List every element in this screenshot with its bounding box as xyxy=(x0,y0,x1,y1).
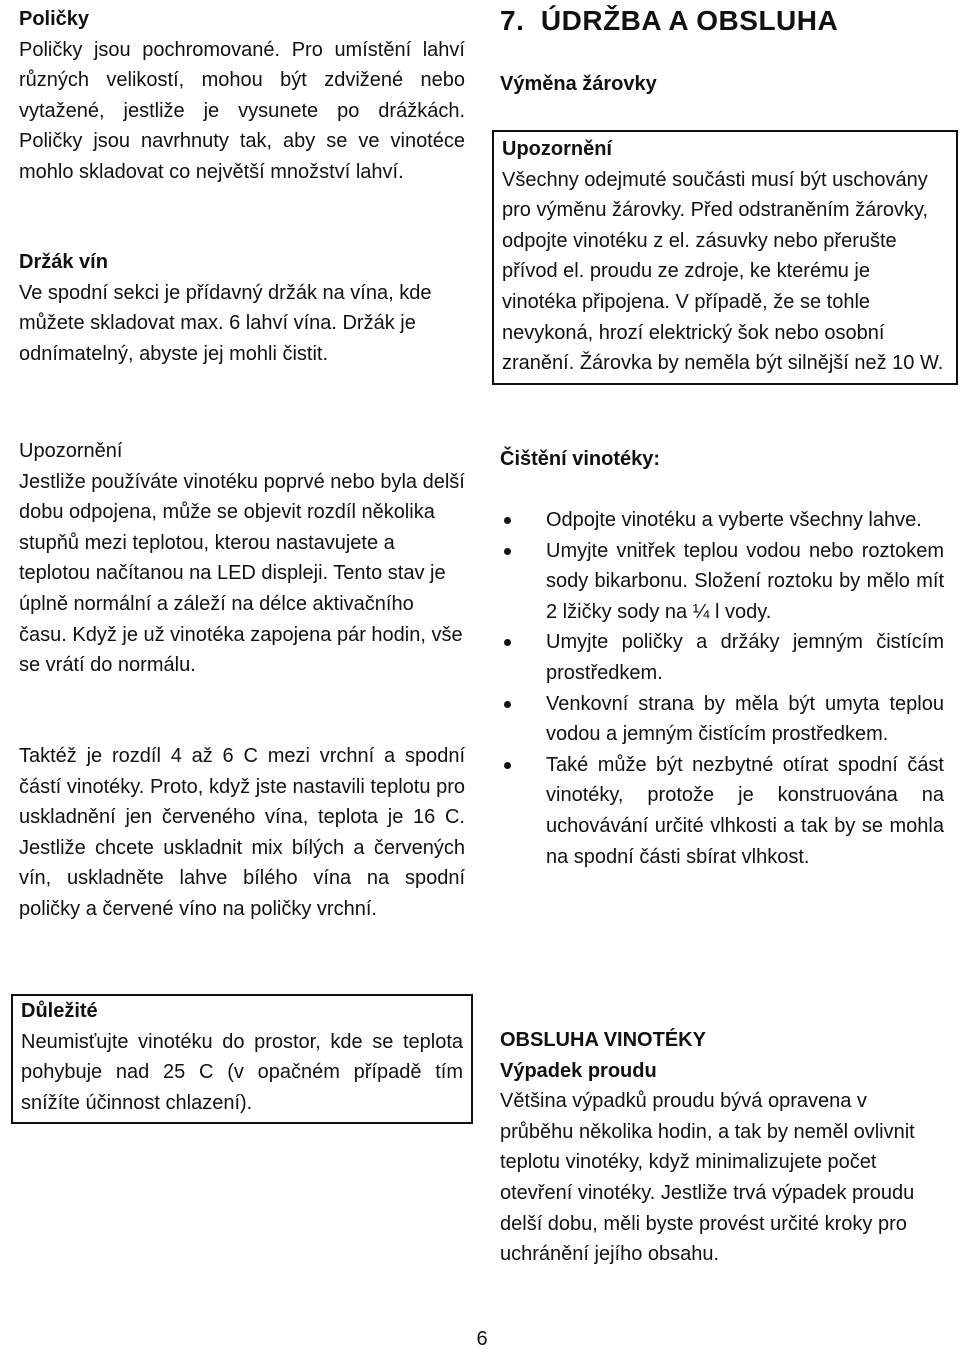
cisteni-item xyxy=(500,689,944,750)
bullet-icon xyxy=(504,517,511,524)
section-drzak xyxy=(19,247,465,369)
cisteni-item xyxy=(500,750,944,872)
policky-text: Poličky jsou pochromované. Pro umístění lahví různých velikostí, mohou být zdvižené nebo vytažené, jestliže je vysunete po drážkách. Poličky jsou navrhnuty tak, aby se ve vinotéce mohlo skladovat co největší množství lahví. xyxy=(19,38,465,183)
upozorneni-box-text: Všechny odejmuté součásti musí být uschovány pro výměnu žárovky. Před odstraněním žárovky, odpojte vinotéku z el. zásuvky nebo přerušte přívod el. proudu ze zdroje, ke kterému je vinotéka připojena. V případě, že se tohle nevykoná, hrozí elektrický šok nebo osobní zranění. Žárovka by neměla být silnější než 10 W. xyxy=(502,168,944,375)
section-upozorneni xyxy=(19,436,465,681)
bullet-icon xyxy=(504,639,511,646)
section-teplotni-rozdil xyxy=(19,741,465,925)
section-policky xyxy=(19,4,465,188)
cisteni-item xyxy=(500,505,944,536)
bullet-icon xyxy=(504,548,511,555)
dulezite-heading: Důležité xyxy=(21,1000,98,1022)
bullet-icon xyxy=(504,701,511,708)
cisteni-item-text: Venkovní strana by měla být umyta teplou vodou a jemným čistícím prostředkem. xyxy=(546,692,944,746)
cisteni-heading: Čištění vinotéky: xyxy=(500,448,661,470)
policky-heading: Poličky xyxy=(19,8,90,30)
teplotni-rozdil-text: Taktéž je rozdíl 4 až 6 C mezi vrchní a spodní částí vinotéky. Proto, když jste nastavili teplotu pro uskladnění jen červeného vína, teplota je 16 C. Jestliže chcete uskladnit mix bílých a červených vín, uskladněte lahve bílého vína na spodní poličky a červené víno na poličky vrchní. xyxy=(19,745,465,920)
upozorneni-box-heading: Upozornění xyxy=(502,138,612,160)
drzak-text: Ve spodní sekci je přídavný držák na vína, kde můžete skladovat max. 6 lahví vína. Držák je odnímatelný, abyste jej mohli čistit. xyxy=(19,281,432,365)
page-number: 6 xyxy=(476,1328,488,1350)
vypadek-text: Většina výpadků proudu bývá opravena v průběhu několika hodin, a tak by neměl ovlivnit teplotu vinotéky, když minimalizujete počet otevření vinotéky. Jestliže trvá výpadek proudu delší dobu, měli byste provést určité kroky pro uchránění jejího obsahu. xyxy=(500,1090,915,1266)
cisteni-item-text: Umyjte vnitřek teplou vodou nebo roztokem sody bikarbonu. Složení roztoku by mělo mít 2 lžičky sody na ¼ l vody. xyxy=(546,539,944,623)
upozorneni-text: Jestliže používáte vinotéku poprvé nebo byla delší dobu odpojena, může se objevit rozdíl několika stupňů mezi teplotou, kterou nastavujete a teplotou načítanou na LED displeji. Tento stav je úplně normální a záleží na délce aktivačního času. Když je už vinotéka zapojena pár hodin, vše se vrátí do normálu. xyxy=(19,470,465,677)
cisteni-item-text: Také může být nezbytné otírat spodní část vinotéky, protože je konstruována na uchovávání určité vlhkosti a tak by se mohla na spodní části sbírat vlhkost. xyxy=(546,753,944,868)
obsluha-heading: OBSLUHA VINOTÉKY xyxy=(500,1029,706,1051)
section-title: 7. ÚDRŽBA A OBSLUHA xyxy=(500,5,839,36)
drzak-heading: Držák vín xyxy=(19,251,108,273)
dulezite-text: Neumisťujte vinotéku do prostor, kde se teplota pohybuje nad 25 C (v opačném případě tím snížíte účinnost chlazení). xyxy=(21,1030,463,1114)
cisteni-item xyxy=(500,536,944,628)
upozorneni-heading: Upozornění xyxy=(19,440,123,462)
cisteni-list xyxy=(500,505,944,872)
cisteni-item xyxy=(500,627,944,688)
vymena-heading: Výměna žárovky xyxy=(500,73,657,95)
cisteni-item-text: Umyjte poličky a držáky jemným čistícím prostředkem. xyxy=(546,631,944,684)
dulezite-box xyxy=(11,994,473,1124)
vypadek-heading: Výpadek proudu xyxy=(500,1059,657,1082)
upozorneni-box xyxy=(492,130,958,385)
bullet-icon xyxy=(504,762,511,769)
cisteni-item-text: Odpojte vinotéku a vyberte všechny lahve. xyxy=(546,509,922,531)
section-obsluha xyxy=(500,1025,930,1270)
